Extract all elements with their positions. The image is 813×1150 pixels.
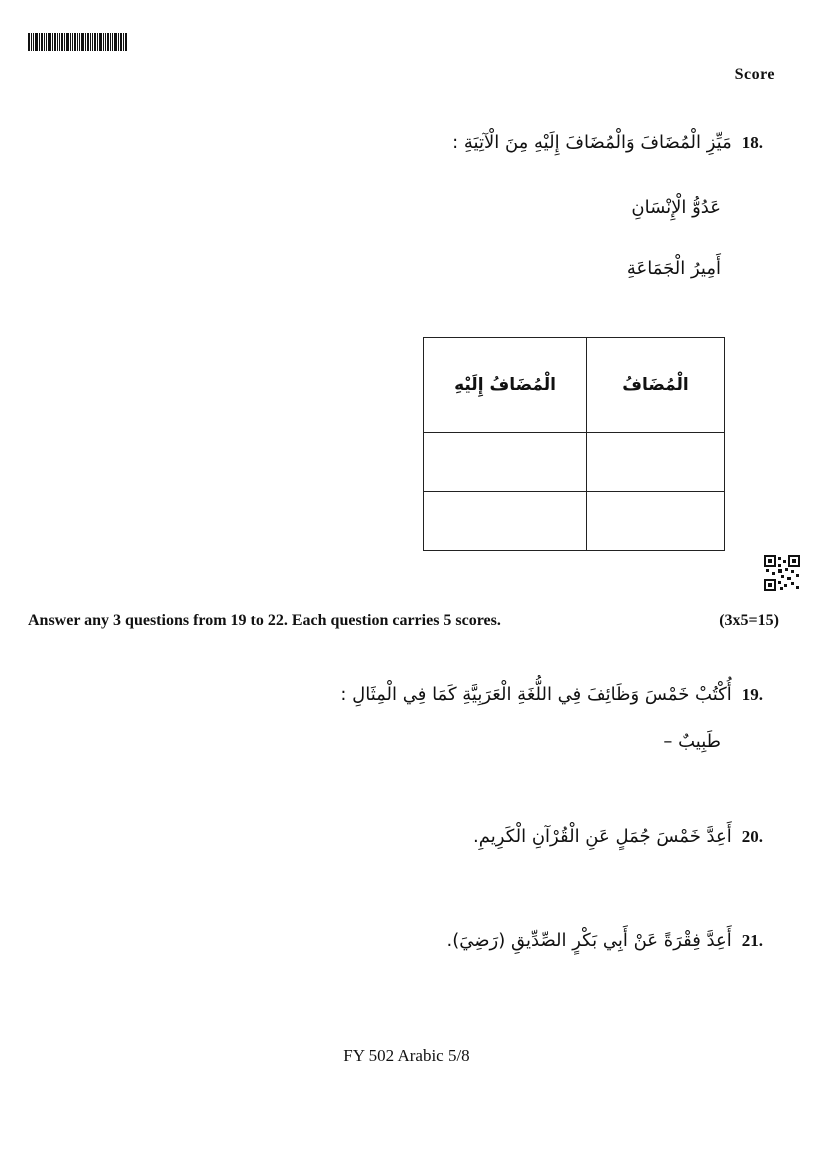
question-number: 21. (741, 931, 763, 950)
answer-table (423, 337, 725, 551)
answer-cell[interactable] (424, 492, 587, 551)
question-number: 19. (741, 685, 763, 704)
table-header-mudaf-ilayh: الْمُضَافُ إِلَيْهِ (424, 338, 587, 433)
qr-code (764, 555, 800, 591)
question-text: مَيِّزِ الْمُضَافَ وَالْمُضَافَ إِلَيْهِ مِنَ الْآتِيَةِ : (452, 132, 732, 153)
question-number: 20. (741, 827, 763, 846)
section-marks: (3x5=15) (719, 612, 779, 629)
table-header-mudaf: الْمُضَافُ (587, 338, 725, 433)
answer-cell[interactable] (587, 492, 725, 551)
question-text: أَعِدَّ خَمْسَ جُمَلٍ عَنِ الْقُرْآنِ الْكَرِيمِ. (473, 826, 732, 847)
answer-cell[interactable] (424, 433, 587, 492)
question-18 (452, 132, 763, 153)
example-phrase: عَدُوُّ الْإِنْسَانِ (631, 197, 721, 218)
question-text: أُكْتُبْ خَمْسَ وَظَائِفَ فِي اللُّغَةِ الْعَرَبِيَّةِ كَمَا فِي الْمِثَالِ : (340, 684, 732, 705)
question-19 (340, 684, 763, 705)
section-instructions: Answer any 3 questions from 19 to 22. Each question carries 5 scores. (28, 612, 501, 629)
question-20 (473, 826, 763, 847)
score-label: Score (734, 66, 775, 83)
page-footer: FY 502 Arabic 5/8 (343, 1046, 470, 1065)
question-21 (447, 930, 764, 951)
barcode (28, 33, 150, 51)
question-number: 18. (741, 133, 763, 152)
answer-cell[interactable] (587, 433, 725, 492)
example-word: طَبِيبٌ – (663, 731, 721, 752)
example-phrase: أَمِيرُ الْجَمَاعَةِ (626, 258, 721, 279)
question-text: أَعِدَّ فِقْرَةً عَنْ أَبِي بَكْرٍ الصِّدِّيقِ (رَضِيَ). (446, 930, 732, 951)
